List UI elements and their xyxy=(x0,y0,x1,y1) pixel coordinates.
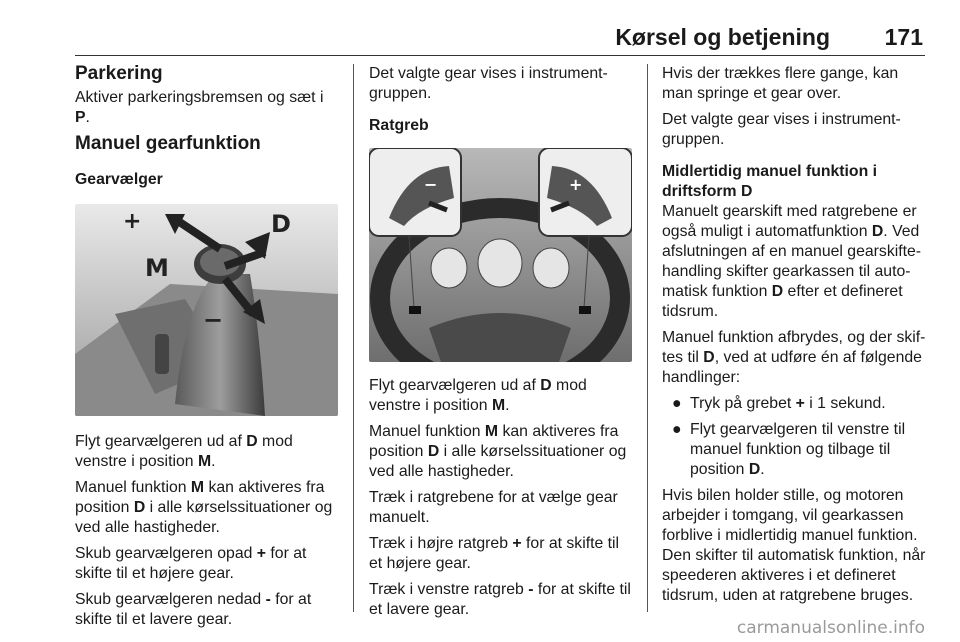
column-divider-1 xyxy=(353,64,354,612)
gear-symbol: M xyxy=(197,453,212,470)
paragraph xyxy=(369,376,632,416)
text: Tryk på grebet xyxy=(690,395,796,412)
minus-paddle-label: − xyxy=(424,175,438,194)
gear-symbol: D xyxy=(133,499,146,516)
column-2 xyxy=(369,64,632,626)
bullet-item xyxy=(662,394,927,414)
text: for at skifte til et lavere gear. xyxy=(75,591,312,628)
gear-symbol: - xyxy=(528,581,534,598)
gear-symbol: M xyxy=(491,397,506,414)
paragraph xyxy=(369,580,632,620)
paragraph: Hvis der trækkes flere gange, kan man springe et gear over. xyxy=(662,65,899,102)
gear-symbol: - xyxy=(265,591,271,608)
header-divider xyxy=(75,55,925,56)
subheading-gearvaelger: Gearvælger xyxy=(75,171,163,188)
gear-symbol: + xyxy=(256,545,267,562)
text: . Ved afslutningen af en manuel gearskifte-handling skifter gearkassen til auto-matisk funktion xyxy=(662,223,922,300)
bullet-icon: ● xyxy=(672,395,682,412)
text: . xyxy=(760,461,765,478)
bullet-item xyxy=(662,420,927,480)
paragraph: Det valgte gear vises i instrument-gruppen. xyxy=(662,111,901,148)
text: . xyxy=(505,397,510,414)
column-1 xyxy=(75,64,340,636)
d-label: D xyxy=(271,210,291,238)
m-label: M xyxy=(145,254,169,282)
text: kan aktiveres fra position xyxy=(75,479,325,516)
gear-symbol: + xyxy=(795,395,805,412)
paragraph: Træk i ratgrebene for at vælge gear manuelt. xyxy=(369,489,618,526)
column-divider-2 xyxy=(647,64,648,612)
gear-symbol: D xyxy=(703,349,715,366)
paragraph xyxy=(75,478,340,538)
gear-symbol: M xyxy=(190,479,205,496)
gear-selector-illustration xyxy=(75,204,338,416)
text: Flyt gearvælgeren ud af xyxy=(75,433,247,450)
subheading-midlertidig: Midlertidig manuel funktion i driftsform D xyxy=(662,163,878,200)
column-3 xyxy=(662,64,927,612)
gear-symbol: D xyxy=(871,223,884,240)
watermark: carmanualsonline.info xyxy=(736,618,925,638)
text: . xyxy=(211,453,216,470)
gear-symbol: + xyxy=(512,535,522,552)
heading-parkering: Parkering xyxy=(75,63,163,84)
text: i alle kørselssituationer og ved alle hastigheder. xyxy=(369,443,627,480)
text: mod venstre i position xyxy=(369,377,587,414)
page-header xyxy=(75,0,925,56)
chapter-title: Kørsel og betjening xyxy=(615,24,830,50)
text: Træk i højre ratgreb xyxy=(369,535,513,552)
text: Manuel funktion xyxy=(369,423,485,440)
paragraph xyxy=(662,202,927,322)
text: Træk i venstre ratgreb xyxy=(369,581,529,598)
text: Manuel funktion afbrydes, og der skif-tes til xyxy=(662,329,926,366)
bullet-icon: ● xyxy=(672,421,682,438)
gear-symbol: D xyxy=(427,443,440,460)
text: for at skifte til et lavere gear. xyxy=(369,581,631,618)
paragraph: Det valgte gear vises i instrument-gruppen. xyxy=(369,65,608,102)
gear-symbol: P xyxy=(75,109,86,126)
text: efter et defineret tidsrum. xyxy=(662,283,903,320)
text: Manuel funktion xyxy=(75,479,191,496)
gear-symbol: D xyxy=(748,461,761,478)
plus-label: + xyxy=(123,209,142,234)
steering-paddles-illustration xyxy=(369,148,632,362)
text: Flyt gearvælgeren til venstre til manuel funktion og tilbage til position xyxy=(690,421,906,478)
steering-wheel-image xyxy=(369,148,632,362)
text: , ved at udføre én af følgende handlinger: xyxy=(662,349,922,386)
gear-symbol: D xyxy=(540,377,552,394)
plus-paddle-label: + xyxy=(569,175,583,194)
gear-symbol: D xyxy=(771,283,784,300)
text: . xyxy=(85,109,90,126)
gear-selector-image xyxy=(75,204,338,416)
text: Aktiver parkeringsbremsen og sæt i xyxy=(75,89,324,106)
heading-manuel-gearfunktion: Manuel gearfunktion xyxy=(75,133,261,154)
text: Manuelt gearskift med ratgrebene er også muligt i automatfunktion xyxy=(662,203,917,240)
subheading-ratgreb: Ratgreb xyxy=(369,117,429,134)
text: i alle kørselssituationer og ved alle hastigheder. xyxy=(75,499,333,536)
paragraph xyxy=(75,432,340,472)
paragraph xyxy=(75,544,340,584)
paragraph-parkering xyxy=(75,88,340,128)
minus-label: − xyxy=(203,306,224,334)
paragraph xyxy=(369,422,632,482)
text: mod venstre i position xyxy=(75,433,293,470)
paragraph xyxy=(369,534,632,574)
paragraph xyxy=(75,590,340,630)
text: Skub gearvælgeren nedad xyxy=(75,591,266,608)
text: for at skifte til et højere gear. xyxy=(369,535,620,572)
paragraph xyxy=(662,328,927,388)
text: kan aktiveres fra position xyxy=(369,423,619,460)
page-number: 171 xyxy=(884,24,923,50)
text: Skub gearvælgeren opad xyxy=(75,545,257,562)
text: i 1 sekund. xyxy=(804,395,886,412)
paragraph: Hvis bilen holder stille, og motoren arbejder i tomgang, vil gearkassen forblive i midlertidig manuel funktion. Den skifter til automatisk funktion, når speederen aktiveres i et defineret tidsrum, uden at ratgrebene bruges. xyxy=(662,487,926,604)
text: Flyt gearvælgeren ud af xyxy=(369,377,541,394)
gear-symbol: M xyxy=(484,423,499,440)
gear-symbol: D xyxy=(246,433,258,450)
text: for at skifte til et højere gear. xyxy=(75,545,307,582)
